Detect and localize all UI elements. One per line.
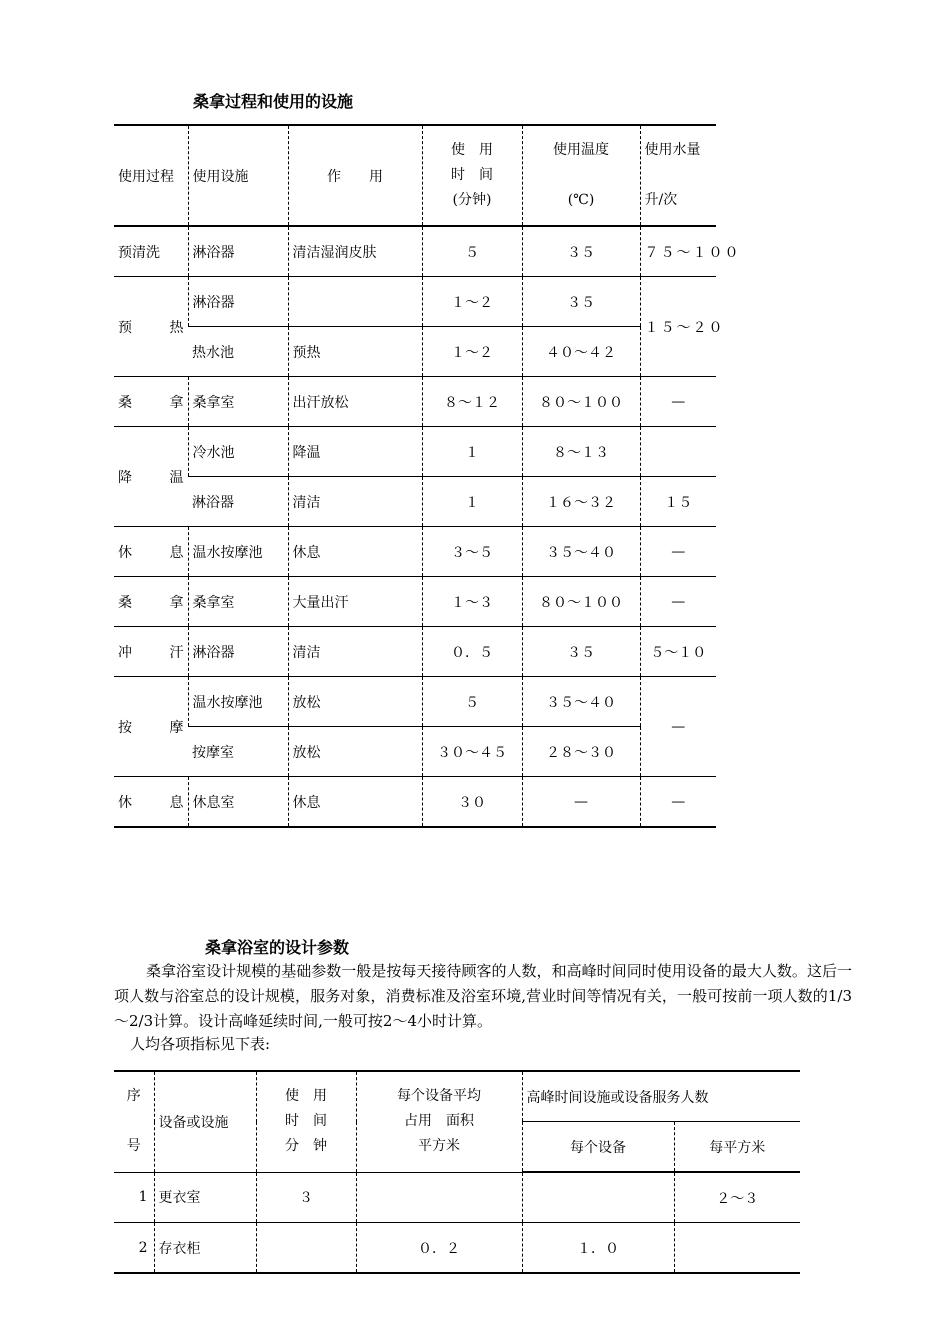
temp-cell: ８０～１００ xyxy=(522,577,640,627)
facility-cell: 淋浴器 xyxy=(188,477,288,527)
function-cell: 大量出汗 xyxy=(288,577,422,627)
time-cell: ３～５ xyxy=(422,527,522,577)
time-cell: ５ xyxy=(422,226,522,277)
table-row xyxy=(114,677,716,727)
table-row xyxy=(114,727,716,777)
water-cell: １５～２０ xyxy=(640,277,716,377)
water-cell xyxy=(640,427,716,477)
table-row xyxy=(114,327,716,377)
facility-cell: 存衣柜 xyxy=(154,1223,256,1274)
time-cell: １ xyxy=(422,427,522,477)
process-cell: 休 息 xyxy=(114,527,188,577)
table-row xyxy=(114,1172,800,1223)
sauna-process-table xyxy=(114,124,741,828)
temp-cell: ８０～１００ xyxy=(522,377,640,427)
header-water-line1: 使用水量 xyxy=(644,142,701,158)
time-cell: ３０～４５ xyxy=(422,727,522,777)
facility-cell: 热水池 xyxy=(188,327,288,377)
temp-cell: ８～１３ xyxy=(522,427,640,477)
time-cell: ８～１２ xyxy=(422,377,522,427)
process-cell: 按 摩 xyxy=(114,677,188,777)
header-time xyxy=(256,1071,356,1172)
process-cell: 预 热 xyxy=(114,277,188,377)
header-time-line2: 时 间 xyxy=(285,1113,327,1130)
no-cell: 2 xyxy=(114,1223,154,1274)
paragraph-text: 桑拿浴室设计规模的基础参数一般是按每天接待顾客的人数，和高峰时间同时使用设备的最大人数。这后一项人数与浴室总的设计规模，服务对象，消费标准及浴室环境,营业时间等情况有关，一般可按前一项人数的1/3～2/3计算。设计高峰延续时间,一般可按2～4小时计算。 xyxy=(114,962,852,1030)
time-cell: ５ xyxy=(422,677,522,727)
facility-cell: 休息室 xyxy=(188,777,288,828)
header-time-line1: 使 用 xyxy=(285,1088,327,1105)
table-row xyxy=(114,277,716,327)
function-cell: 放松 xyxy=(288,677,422,727)
header-peak: 高峰时间设施或设备服务人数 xyxy=(522,1071,800,1122)
temp-cell: ３５ xyxy=(522,277,640,327)
table1-header-row xyxy=(114,125,716,226)
header-no-top: 序 xyxy=(126,1088,141,1105)
process-cell: 桑 拿 xyxy=(114,577,188,627)
design-parameters-paragraph xyxy=(114,959,852,1034)
per-capita-index-table xyxy=(114,1070,800,1274)
area-cell: ０．２ xyxy=(356,1223,522,1274)
table-row xyxy=(114,226,716,277)
temp-cell: ３５ xyxy=(522,627,640,677)
per-device-cell xyxy=(522,1172,674,1223)
time-cell: １ xyxy=(422,477,522,527)
facility-cell: 淋浴器 xyxy=(188,277,288,327)
temp-cell: １６～３２ xyxy=(522,477,640,527)
time-cell: １～３ xyxy=(422,577,522,627)
header-per-sqm: 每平方米 xyxy=(674,1122,800,1173)
facility-cell: 桑拿室 xyxy=(188,577,288,627)
table-row xyxy=(114,1223,800,1274)
header-time xyxy=(422,125,522,226)
function-cell: 降温 xyxy=(288,427,422,477)
water-cell: — xyxy=(640,377,716,427)
facility-cell: 淋浴器 xyxy=(188,627,288,677)
facility-cell: 淋浴器 xyxy=(188,226,288,277)
water-cell: — xyxy=(640,677,716,777)
water-cell: １５ xyxy=(640,477,716,527)
header-time-line2: 时 间 xyxy=(451,167,493,183)
header-facility: 设备或设施 xyxy=(154,1071,256,1172)
facility-cell: 温水按摩池 xyxy=(188,527,288,577)
table2-header-row xyxy=(114,1071,800,1122)
header-temp-line3: (℃) xyxy=(567,192,595,208)
table-intro-note: 人均各项指标见下表: xyxy=(130,1035,271,1053)
facility-cell: 温水按摩池 xyxy=(188,677,288,727)
per-sqm-cell: ２～３ xyxy=(674,1172,800,1223)
water-cell: — xyxy=(640,777,716,828)
function-cell: 预热 xyxy=(288,327,422,377)
temp-cell: — xyxy=(522,777,640,828)
header-function: 作 用 xyxy=(288,125,422,226)
time-cell: ３０ xyxy=(422,777,522,828)
no-cell: 1 xyxy=(114,1172,154,1223)
water-cell: ５～１０ xyxy=(640,627,716,677)
header-area-line1: 每个设备平均 xyxy=(397,1088,481,1105)
facility-cell: 更衣室 xyxy=(154,1172,256,1223)
section2-title: 桑拿浴室的设计参数 xyxy=(205,938,350,957)
header-per-device: 每个设备 xyxy=(522,1122,674,1173)
function-cell: 放松 xyxy=(288,727,422,777)
header-time-line3: (分钟) xyxy=(452,192,492,208)
header-no-bottom: 号 xyxy=(126,1138,141,1155)
function-cell xyxy=(288,277,422,327)
table-row xyxy=(114,477,716,527)
header-no xyxy=(114,1071,154,1172)
temp-cell: ２８～３０ xyxy=(522,727,640,777)
header-area-line2: 占用 面积 xyxy=(404,1113,474,1130)
time-cell xyxy=(256,1223,356,1274)
header-process: 使用过程 xyxy=(114,125,188,226)
per-device-cell: １．０ xyxy=(522,1223,674,1274)
header-area xyxy=(356,1071,522,1172)
header-temp xyxy=(522,125,640,226)
table-row xyxy=(114,377,716,427)
process-cell: 冲 汗 xyxy=(114,627,188,677)
table-row xyxy=(114,777,716,828)
function-cell: 休息 xyxy=(288,527,422,577)
header-temp-line1: 使用温度 xyxy=(553,142,609,158)
function-cell: 清洁 xyxy=(288,477,422,527)
process-cell: 预清洗 xyxy=(114,226,188,277)
time-cell: ０．５ xyxy=(422,627,522,677)
temp-cell: ３５～４０ xyxy=(522,527,640,577)
header-water xyxy=(640,125,716,226)
process-cell: 休 息 xyxy=(114,777,188,828)
table-row xyxy=(114,427,716,477)
table-row xyxy=(114,577,716,627)
water-cell: — xyxy=(640,577,716,627)
time-cell: １～２ xyxy=(422,277,522,327)
facility-cell: 按摩室 xyxy=(188,727,288,777)
water-cell: ７５～１００ xyxy=(640,226,716,277)
process-cell: 桑 拿 xyxy=(114,377,188,427)
temp-cell: ４０～４２ xyxy=(522,327,640,377)
table-row xyxy=(114,627,716,677)
table1-title: 桑拿过程和使用的设施 xyxy=(193,92,354,111)
header-water-line3: 升/次 xyxy=(644,192,678,208)
temp-cell: ３５～４０ xyxy=(522,677,640,727)
per-sqm-cell xyxy=(674,1223,800,1274)
header-facility: 使用设施 xyxy=(188,125,288,226)
time-cell: ３ xyxy=(256,1172,356,1223)
header-area-line3: 平方米 xyxy=(418,1138,460,1155)
process-cell: 降 温 xyxy=(114,427,188,527)
header-time-line3: 分 钟 xyxy=(285,1138,327,1155)
facility-cell: 冷水池 xyxy=(188,427,288,477)
time-cell: １～２ xyxy=(422,327,522,377)
function-cell: 清洁湿润皮肤 xyxy=(288,226,422,277)
facility-cell: 桑拿室 xyxy=(188,377,288,427)
function-cell: 清洁 xyxy=(288,627,422,677)
water-cell: — xyxy=(640,527,716,577)
temp-cell: ３５ xyxy=(522,226,640,277)
area-cell xyxy=(356,1172,522,1223)
header-time-line1: 使 用 xyxy=(451,142,493,158)
table-row xyxy=(114,527,716,577)
function-cell: 出汗放松 xyxy=(288,377,422,427)
function-cell: 休息 xyxy=(288,777,422,828)
